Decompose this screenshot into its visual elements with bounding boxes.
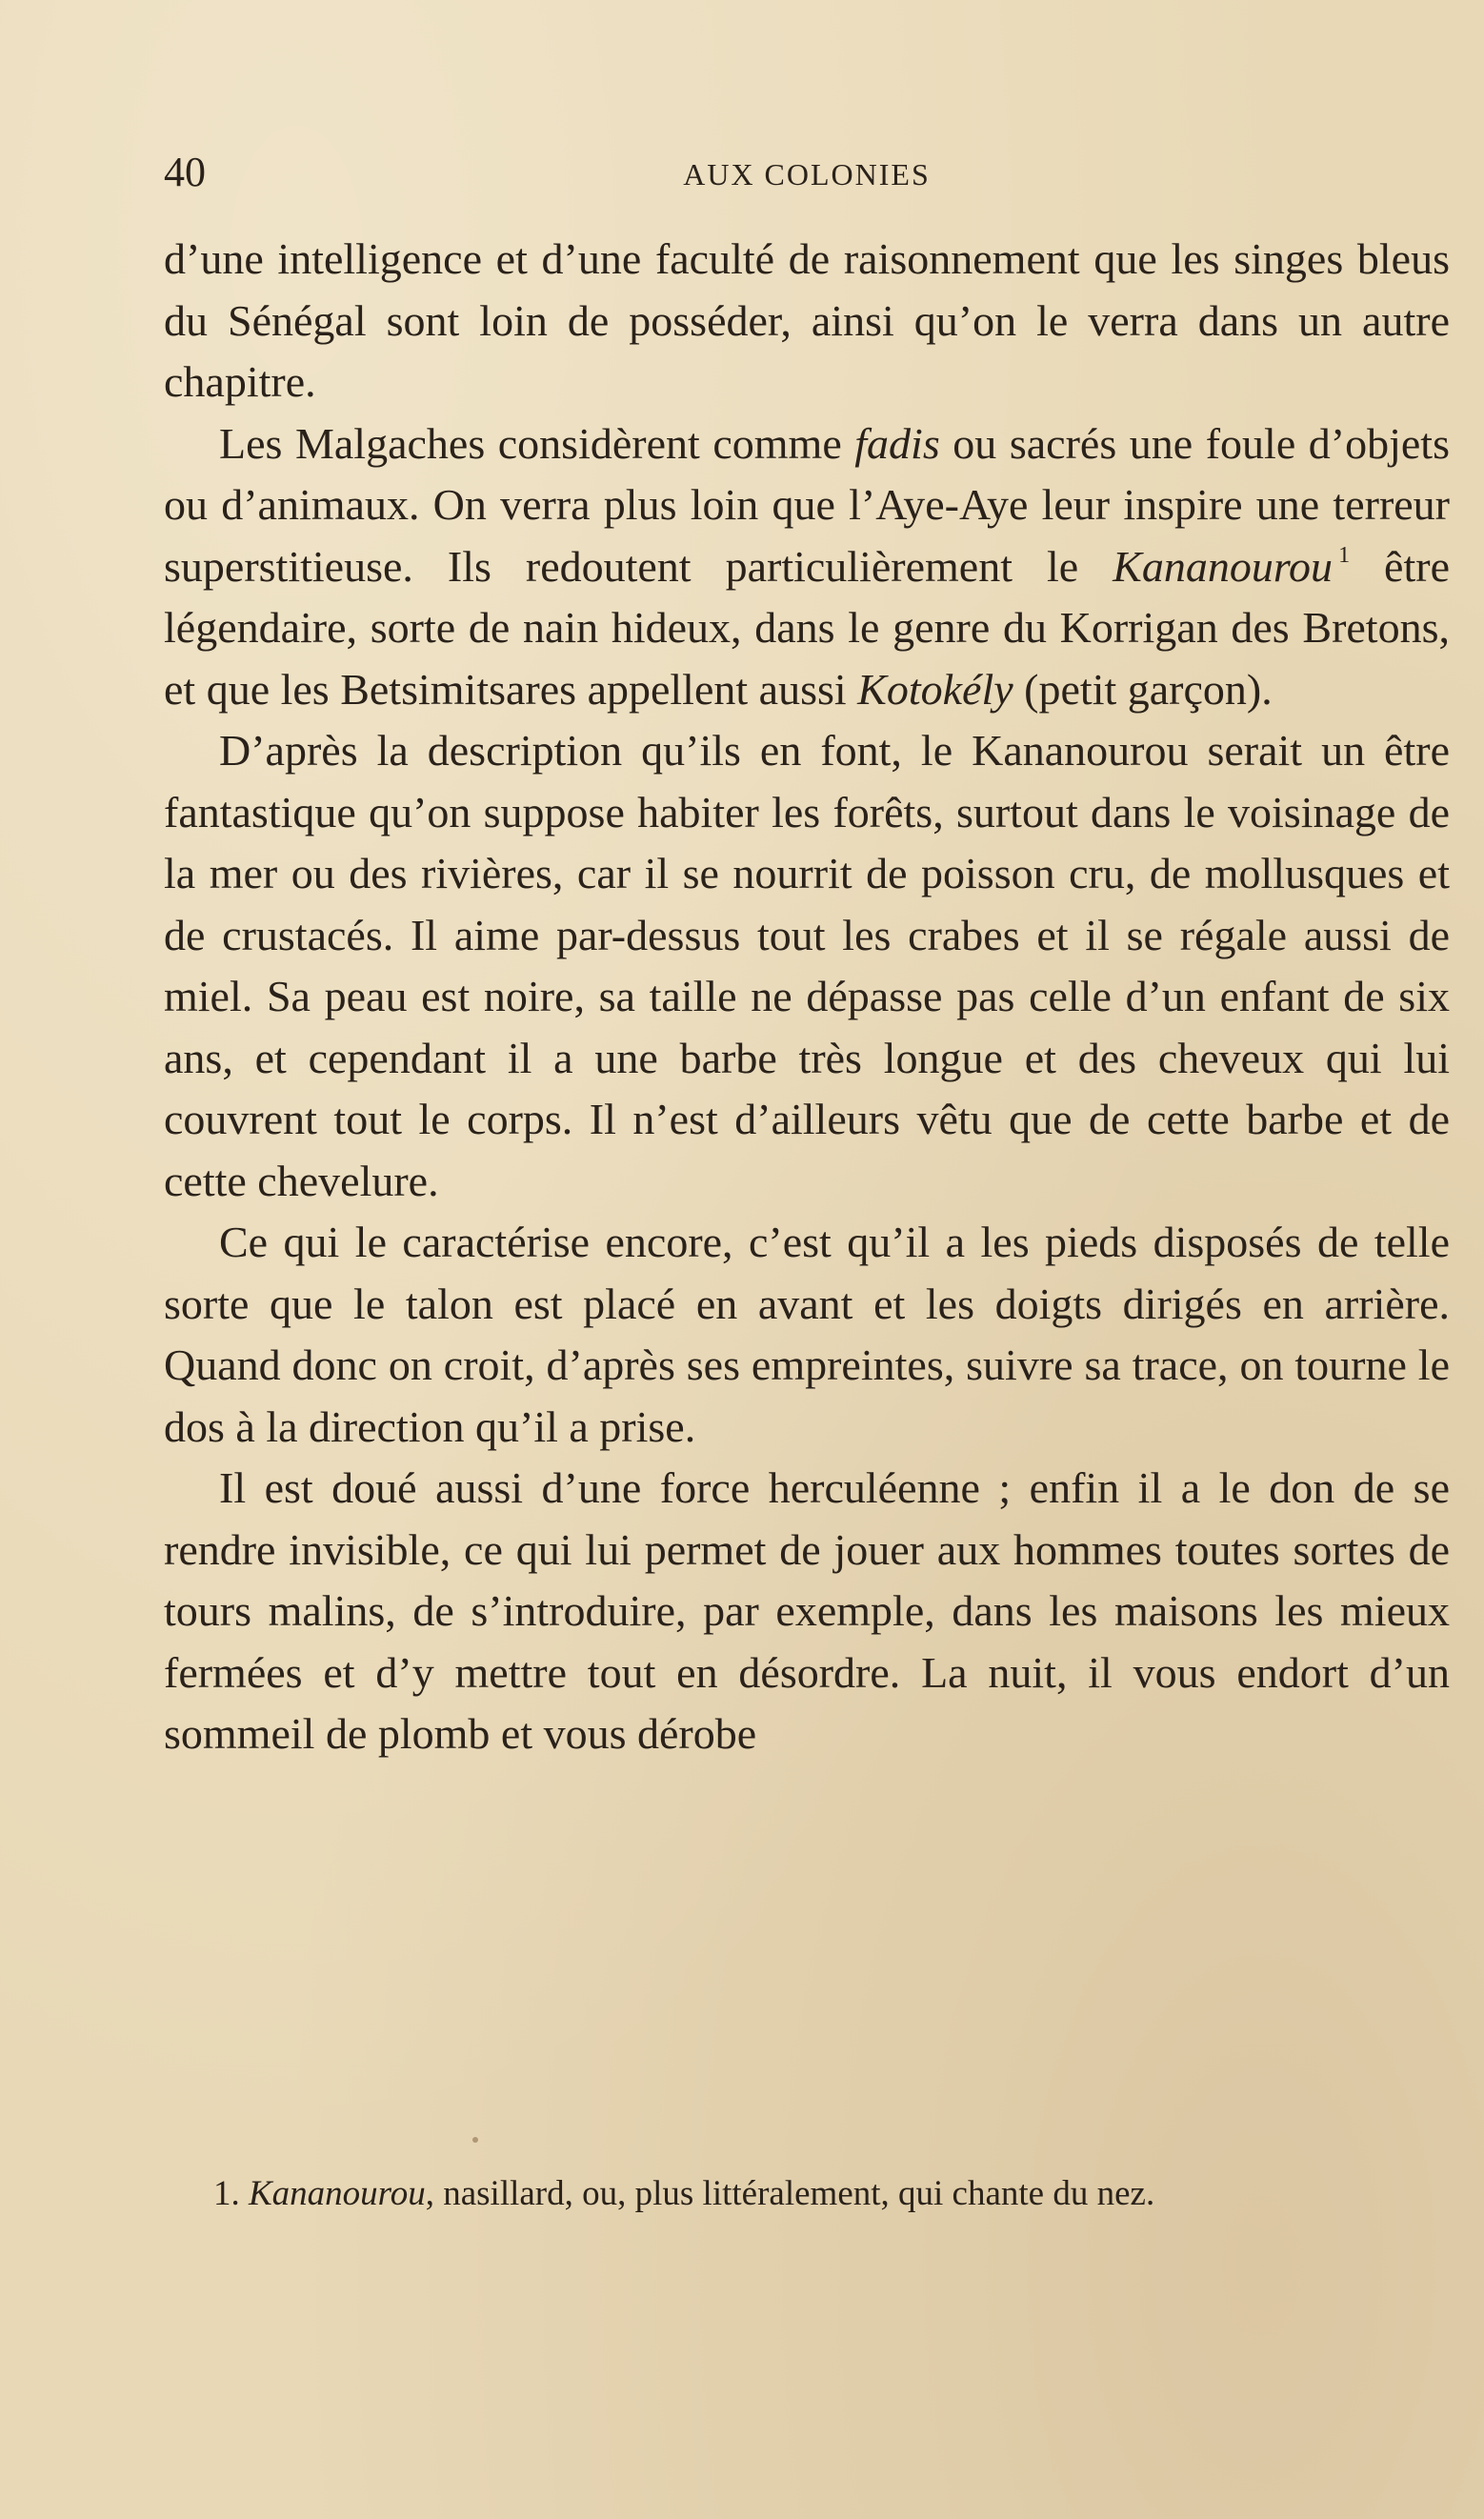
page-number: 40	[164, 149, 206, 195]
footnote-reference: 1	[1338, 542, 1351, 568]
italic-kananourou: Kananourou	[1113, 541, 1334, 591]
paper-speck	[472, 2137, 478, 2143]
paragraph-4: Ce qui le caractérise encore, c’est qu’il a les pieds disposés de telle sorte que le talon est placé en avant et les doigts dirigés en arrière. Quand donc on croit, d’après ses empreintes, suivre sa trace, on tourne le dos à la direction qu’il a prise.	[164, 1218, 1450, 1451]
footnote-number: 1.	[213, 2174, 240, 2213]
paragraph-5: Il est doué aussi d’une force herculéenne ; enfin il a le don de se rendre invisible, ce qui lui permet de jouer aux hommes toutes sortes de tours malins, de s’introduire, par exemple, dans les maisons les mieux fermées et d’y mettre tout en désordre. La nuit, il vous endort d’un sommeil de plomb et vous dérobe	[164, 1463, 1450, 1758]
paragraph-2-text-d: (petit garçon).	[1013, 664, 1273, 714]
paragraph-2	[164, 413, 1450, 721]
paragraph-2-text-b: ou sacrés une foule d’objets ou d’animaux. On verra plus loin que l’Aye-Aye leur inspire une terreur superstitieuse. Ils redoutent particulièrement le	[164, 418, 1450, 591]
italic-fadis: fadis	[854, 418, 940, 468]
footnote-term: Kananourou	[249, 2174, 426, 2213]
paragraph-2-text-a: Les Malgaches considèrent comme	[219, 418, 855, 468]
italic-kotokely: Kotokély	[857, 664, 1013, 714]
footnote-text: , nasillard, ou, plus littéralement, qui chante du nez.	[425, 2174, 1155, 2213]
paragraph-2-text-c: être légendaire, sorte de nain hideux, dans le genre du Korrigan des Bretons, et que les Betsimitsares appellent aussi	[164, 541, 1450, 714]
page-header	[164, 148, 1450, 205]
body-text	[164, 229, 1450, 1765]
footnote-1	[164, 2167, 1450, 2221]
paragraph-3: D’après la description qu’ils en font, le Kananourou serait un être fantastique qu’on suppose habiter les forêts, surtout dans le voisinage de la mer ou des rivières, car il se nourrit de poisson cru, de mollusques et de crustacés. Il aime par-dessus tout les crabes et il se régale aussi de miel. Sa peau est noire, sa taille ne dépasse pas celle d’un enfant de six ans, et cependant il a une barbe très longue et des cheveux qui lui couvrent tout le corps. Il n’est d’ailleurs vêtu que de cette barbe et de cette chevelure.	[164, 726, 1450, 1205]
running-title: AUX COLONIES	[683, 157, 931, 191]
paragraph-1: d’une intelligence et d’une faculté de raisonnement que les singes bleus du Sénégal sont loin de posséder, ainsi qu’on le verra dans un autre chapitre.	[164, 234, 1450, 406]
footnotes	[164, 2167, 1450, 2221]
